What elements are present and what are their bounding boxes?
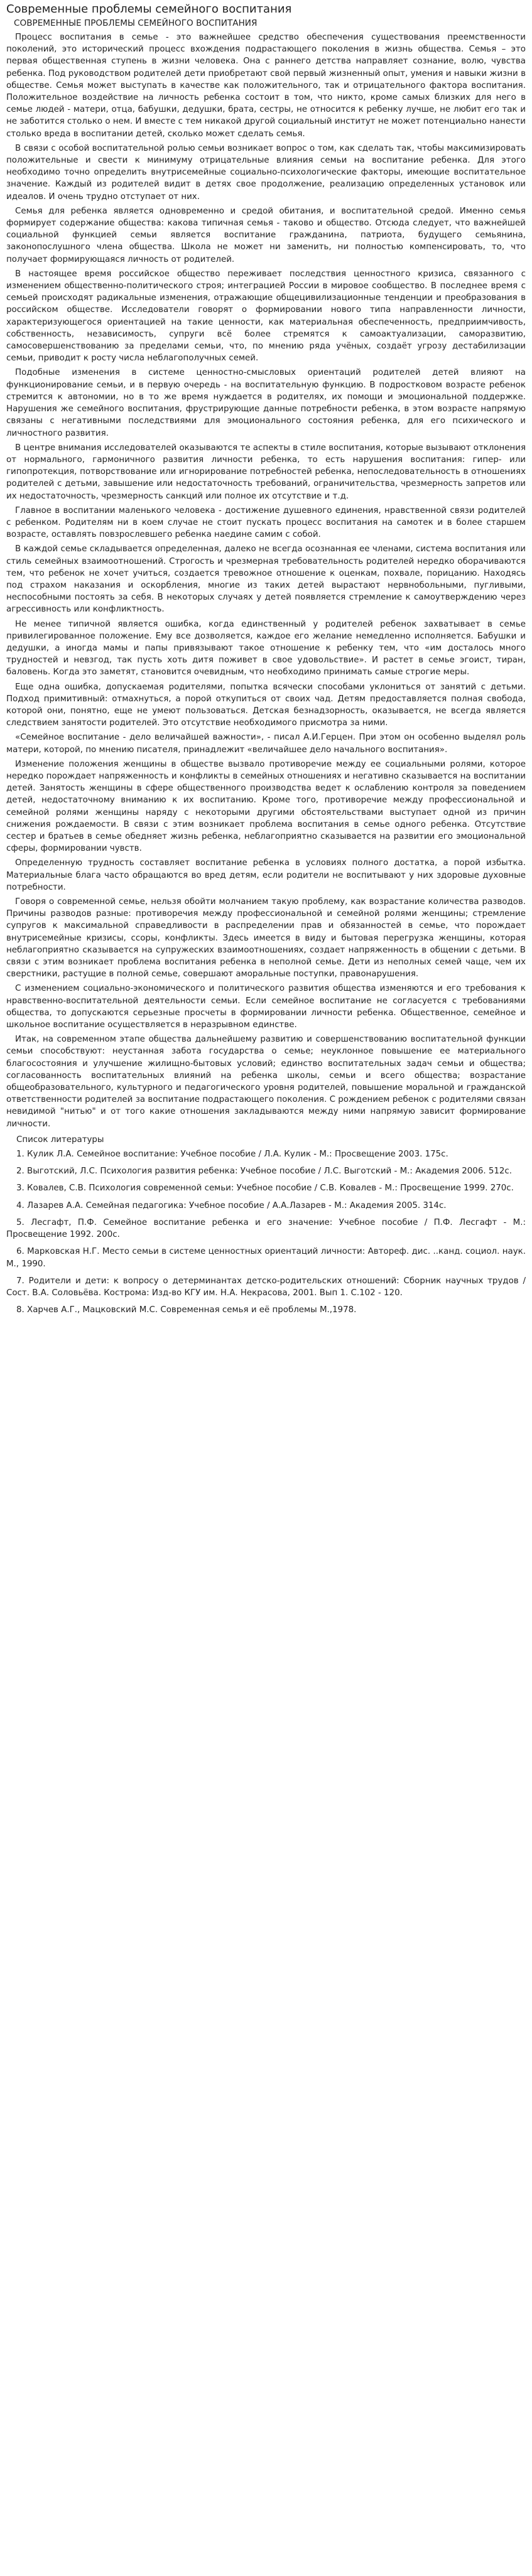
paragraph: В каждой семье складывается определенная, далеко не всегда осознанная ее членами, система воспитания или стиль семейных взаимоотношений. Строгость и чрезмерная требовательность родителей нередко оборачиваются тем, что ребенок не хочет учиться, создается тревожное отношение к оценкам, похвале, порицанию. Находясь под страхом наказания и оскорбления, многие из таких детей вырастают нервнобольными, пугливыми, неспособными постоять за себя. В некоторых случаях у детей появляется стремление к самоутверждению через агрессивность или конфликтность. (6, 544, 526, 615)
reference-item: 3. Ковалев, С.В. Психология современной семьи: Учебное пособие / С.В. Ковалев - М.: Просвещение 1999. 270с. (16, 1183, 514, 1194)
references-title: Список литературы (16, 1134, 104, 1145)
paragraph: «Семейное воспитание - дело величайшей важности», - писал А.И.Герцен. При этом он особенно выделял роль матери, которой, по мнению писателя, принадлежит «величайшее дело начального воспитания». (6, 733, 526, 755)
paragraph: Говоря о современной семье, нельзя обойти молчанием такую проблему, как возрастание количества разводов. Причины разводов разные: противоречия между профессиональной и семейной ролями женщины; стремление супругов к максимальной справедливости в распределении прав и обязанностей в семье, что порождает внутрисемейные кризисы, ссоры, конфликты. Здесь имеется в виду и бытовая перегрузка женщины, которая неблагоприятно сказывается на супружеских взаимоотношениях, создает напряженность в общении с детьми. В связи с этим возникает проблема воспитания ребенка в неполной семье. Дети из неполных семей чаще, чем их сверстники, растущие в полной семье, совершают аморальные поступки, правонарушения. (6, 897, 526, 979)
paragraph: В связи с особой воспитательной ролью семьи возникает вопрос о том, как сделать так, чтобы максимизировать положительные и свести к минимуму отрицательные влияния семьи на воспитание ребенка. Для этого необходимо точно определить внутрисемейные социально-психологические факторы, имеющие воспитательное значение. Каждый из родителей видит в детях свое продолжение, реализацию определенных установок или идеалов. И очень трудно отступает от них. (6, 143, 526, 202)
reference-item: 2. Выготский, Л.С. Психология развития ребенка: Учебное пособие / Л.С. Выготский - М.: Академия 2006. 512с. (16, 1167, 513, 1177)
paragraph: Определенную трудность составляет воспитание ребенка в условиях полного достатка, а порой избытка. Материальные блага часто обращаются во вред детям, если родители не воспитывают у них здоровые духовные потребности. (6, 858, 526, 892)
paragraph: Процесс воспитания в семье - это важнейшее средство обеспечения существования преемственности поколений, это исторический процесс вхождения подрастающего поколения в жизнь общества. Семья – это первая общественная ступень в жизни человека. Она с раннего детства направляет сознание, волю, чувства ребенка. Под руководством родителей дети приобретают свой первый жизненный опыт, умения и навыки жизни в обществе. Семья может выступать в качестве как положительного, так и отрицательного фактора воспитания. Положительное воздействие на личность ребенка состоит в том, что никто, кроме самых близких для него в семье людей - матери, отца, бабушки, дедушки, брата, сестры, не относится к ребенку лучше, не любит его так и не заботится столько о нем. И вместе с тем никакой другой социальный институт не может потенциально нанести столько вреда в воспитании детей, сколько может сделать семья. (6, 33, 526, 139)
paragraph: В настоящее время российское общество переживает последствия ценностного кризиса, связанного с изменением общественно-политического строя; интеграцией России в мировое сообщество. В последнее время с семьей происходят радикальные изменения, отражающие общецивилизационные тенденции и преобразования в российском обществе. Исследователи говорят о формировании нового типа направленности личности, характеризующегося ориентацией на такие ценности, как материальная обеспеченность, предприимчивость, собственность, независимость, супруги всё более стремятся к самоактуализации, саморазвитию, самосовершенствованию за пределами семьи, что, по мнению ряда учёных, создаёт угрозу дестабилизации семьи, приводит к росту числа неблагополучных семей. (6, 269, 526, 364)
reference-item: 1. Кулик Л.А. Семейное воспитание: Учебное пособие / Л.А. Кулик - М.: Просвещение 2003. 175с. (16, 1150, 448, 1160)
reference-item: 4. Лазарев А.А. Семейная педагогика: Учебное пособие / А.А.Лазарев - М.: Академия 2005. 314с. (16, 1200, 447, 1210)
paragraph: Еще одна ошибка, допускаемая родителями, попытка всячески способами уклониться от занятий с детьми. Подход примитивный: отмахнуться, а порой откупиться от своих чад. Детям предоставляется полная свобода, которой они, понятно, еще не умеют пользоваться. Детская безнадзорность, оказывается, не всегда является следствием занятости родителей. Это отсутствие необходимого присмотра за ними. (6, 682, 526, 728)
paragraph: Изменение положения женщины в обществе вызвало противоречие между ее социальными ролями, которое нередко порождает напряженность и конфликты в семейных отношениях и негативно сказывается на воспитании детей. Занятость женщины в сфере общественного производства ведет к ослаблению контроля за поведением детей, недостаточному вниманию к их воспитанию. Кроме того, противоречие между профессиональной и семейной ролями женщины наряду с некоторыми другими обстоятельствами выступает одной из причин снижения рождаемости. В связи с этим возникает проблема воспитания в семье одного ребенка. Отсутствие сестер и братьев в семье обедняет жизнь ребенка, неблагоприятно сказывается на развитии его эмоциональной сферы, формировании чувств. (6, 759, 526, 854)
reference-item: 6. Марковская Н.Г. Место семьи в системе ценностных ориентаций личности: Автореф. дис. ..канд. социол. наук. М., 1990. (6, 1247, 526, 1269)
paragraph: Главное в воспитании маленького человека - достижение душевного единения, нравственной связи родителей с ребенком. Родителям ни в коем случае не стоит пускать процесс воспитания на самотек и в более старшем возрасте, оставлять повзрослевшего ребенка наедине самим с собой. (6, 505, 526, 540)
article-subtitle: СОВРЕМЕННЫЕ ПРОБЛЕМЫ СЕМЕЙНОГО ВОСПИТАНИЯ (14, 18, 258, 28)
reference-item: 5. Лесгафт, П.Ф. Семейное воспитание ребенка и его значение: Учебное пособие / П.Ф. Лесгафт - М.: Просвещение 1992. 200с. (6, 1217, 526, 1240)
paragraph: Подобные изменения в системе ценностно-смысловых ориентаций родителей детей влияют на функционирование семьи, и в первую очередь - на воспитательную функцию. В подростковом возрасте ребенок стремится к автономии, но в то же время нуждается в родителях, их помощи и эмоциональной поддержке. Нарушения же семейного воспитания, фрустрирующие данные потребности ребенка, в этом возрасте напрямую связаны с негативными последствиями для эмоционального состояния ребенка, для его психического и личностного развития. (6, 368, 526, 438)
paragraph: С изменением социально-экономического и политического развития общества изменяются и его требования к нравственно-воспитательной деятельности семьи. Если семейное воспитание не согласуется с требованиями общества, то допускаются серьезные просчеты в формировании личности ребенка. Общественное, семейное и школьное воспитание осуществляется в неразрывном единстве. (6, 984, 526, 1030)
paragraph: В центре внимания исследователей оказываются те аспекты в стиле воспитания, которые вызывают отклонения от нормального, гармоничного развития личности ребенка, то есть нарушения воспитания: гипер- или гипопротекция, потворствование или игнорирование потребностей ребенка, непоследовательность в отношениях родителей с детьми, завышение или недостаточность требований, ограничительства, чрезмерность запретов или их недостаточность, чрезмерность санкций или полное их отсутствие и т.д. (6, 443, 526, 501)
reference-item: 8. Харчев А.Г., Мацковский М.С. Современная семья и её проблемы М.,1978. (16, 1305, 357, 1315)
reference-item: 7. Родители и дети: к вопросу о детерминантах детско-родительских отношений: Сборник научных трудов / Сост. В.А. Соловьёва. Кострома: Изд-во КГУ им. Н.А. Некрасова, 2001. Вып 1. С.102 - 120. (6, 1276, 526, 1298)
page-title: Современные проблемы семейного воспитания (6, 3, 292, 16)
paragraph: Не менее типичной является ошибка, когда единственный у родителей ребенок захватывает в семье привилегированное положение. Ему все дозволяется, каждое его желание немедленно исполняется. Бабушки и дедушки, а иногда мамы и папы привязывают такое отношение к ребенку тем, что «им досталось много трудностей и невзгод, так пусть хоть дитя поживет в свое удовольствие». И растет в семье эгоист, тиран, баловень. Когда это заметят, становится очевидным, что необходимо принимать самые строгие меры. (6, 619, 526, 677)
references-section (6, 1134, 526, 1316)
article-body (6, 31, 526, 1130)
paragraph: Семья для ребенка является одновременно и средой обитания, и воспитательной средой. Именно семья формирует содержание общества: какова типичная семья - таково и общество. Отсюда следует, что важнейшей социальной функцией семьи является воспитание гражданина, патриота, будущего семьянина, законопослушного члена общества. Школа не может ни заменить, ни полностью компенсировать, то, что получает формирующаяся личность от родителей. (6, 206, 526, 264)
paragraph: Итак, на современном этапе общества дальнейшему развитию и совершенствованию воспитательной функции семьи способствуют: неустанная забота государства о семье; неуклонное повышение ее материального благосостояния и улучшение жилищно-бытовых условий; единство воспитательных задач семьи и общества; согласованность воспитательных влияний на ребенка школы, семьи и всего общества; возрастание общеобразовательного, культурного и педагогического уровня родителей, повышение моральной и гражданской ответственности родителей за воспитание подрастающего поколения. С рождением ребенок с родителями связан невидимой "нитью" и от того какие отношения закладываются между ними напрямую зависит формирование личности. (6, 1035, 526, 1129)
